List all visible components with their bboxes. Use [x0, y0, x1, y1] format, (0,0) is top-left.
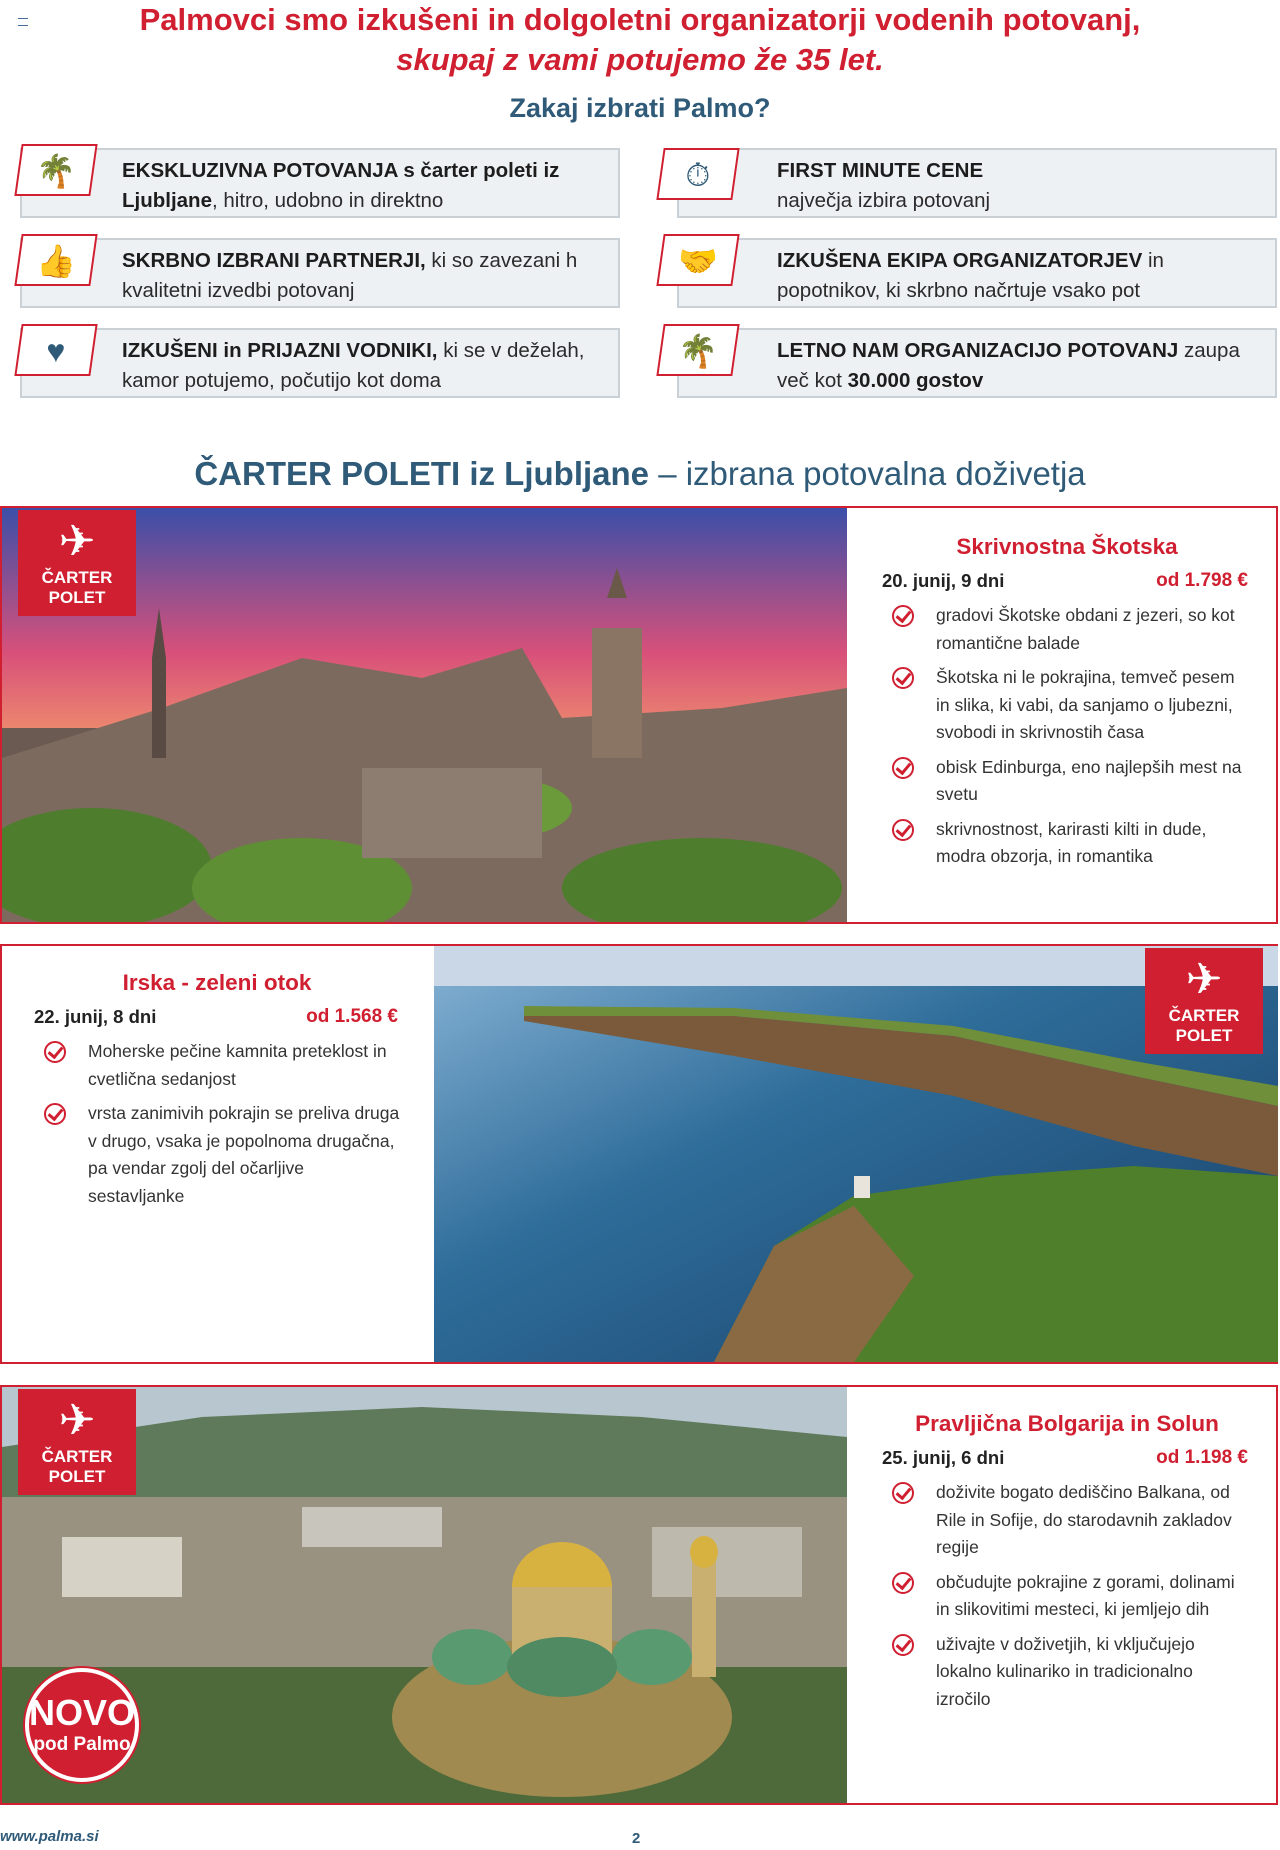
stopwatch-icon: ⏱ [685, 157, 711, 193]
feature-icon-frame [14, 324, 97, 376]
feature-exclusive-trips [20, 148, 620, 218]
feature-bold: IZKUŠENA EKIPA ORGANIZATORJEV [777, 249, 1143, 272]
feature-guides [20, 328, 620, 398]
feature-bold: FIRST MINUTE CENE [777, 159, 984, 182]
check-icon [44, 1041, 66, 1063]
tour-bullets [882, 1479, 1252, 1720]
feature-bold: EKSKLUZIVNA POTOVANJA s čarter poleti iz Ljubljane [122, 159, 560, 212]
feature-text: ki se v deželah, kamor potujemo, počutijo kot doma [122, 339, 585, 392]
list-item: doživite bogato dediščino Balkana, od Rile in Sofije, do starodavnih zakladov regije [882, 1479, 1252, 1562]
why-title: Zakaj izbrati Palmo? [509, 93, 771, 123]
feature-icon-frame [656, 148, 739, 200]
plane-icon: ✈ [58, 517, 96, 566]
feature-partners [20, 238, 620, 308]
feature-bold: SKRBNO IZBRANI PARTNERJI, [122, 249, 426, 272]
tour-bullets [34, 1038, 404, 1217]
feature-bold: LETNO NAM ORGANIZACIJO POTOVANJ [777, 339, 1179, 362]
headline-line1: Palmovci smo izkušeni in dolgoletni organizatorji vodenih potovanj, [139, 2, 1141, 37]
feature-text: , hitro, udobno in direktno [211, 189, 444, 212]
feature-icon-frame [14, 144, 97, 196]
footer-url[interactable]: www.palma.si [0, 1828, 99, 1845]
tour-card-bulgaria[interactable] [0, 1385, 1278, 1805]
plane-icon: ✈ [58, 1396, 96, 1445]
check-icon [892, 1634, 914, 1656]
tour-bullets [882, 602, 1252, 878]
check-icon [44, 1103, 66, 1125]
feature-bold: IZKUŠENI in PRIJAZNI VODNIKI, [122, 339, 438, 362]
plane-icon: ✈ [1185, 955, 1223, 1004]
headline-line2: skupaj z vami potujemo že 35 let. [396, 42, 884, 77]
charter-badge [18, 510, 136, 616]
novo-line1: NOVO [29, 1692, 136, 1733]
badge-line1: ČARTER [1168, 1006, 1240, 1025]
check-icon [892, 757, 914, 779]
palm-tree-icon: 🌴 [35, 153, 76, 189]
handshake-icon: 🤝 [677, 243, 718, 279]
tour-price: od 1.798 € [1156, 570, 1248, 591]
charter-badge [18, 1389, 136, 1495]
badge-line1: ČARTER [41, 1447, 113, 1466]
tour-price: od 1.568 € [306, 1006, 398, 1027]
list-item: gradovi Škotske obdani z jezeri, so kot romantične balade [882, 602, 1252, 657]
charter-badge [1145, 948, 1263, 1054]
section-title-rest: – izbrana potovalna doživetja [649, 455, 1086, 492]
feature-text: največja izbira potovanj [777, 189, 991, 212]
list-item: Moherske pečine kamnita preteklost in cvetlična sedanjost [34, 1038, 404, 1093]
tour-card-scotland[interactable] [0, 506, 1278, 924]
tour-card-ireland[interactable] [0, 944, 1278, 1364]
check-icon [892, 819, 914, 841]
feature-icon-frame [14, 234, 97, 286]
check-icon [892, 1482, 914, 1504]
check-icon [892, 605, 914, 627]
feature-first-minute [677, 148, 1277, 218]
badge-line2: POLET [1175, 1026, 1233, 1045]
section-title-bold: ČARTER POLETI iz Ljubljane [194, 455, 650, 492]
feature-icon-frame [656, 234, 739, 286]
tour-date: 25. junij, 6 dni [882, 1447, 1005, 1468]
tour-date: 20. junij, 9 dni [882, 570, 1005, 591]
heart-icon: ♥ [46, 333, 66, 369]
feature-icon-frame [656, 324, 739, 376]
feature-text: ki so zavezani h kvalitetni izvedbi potovanj [122, 249, 578, 302]
feature-guests [677, 328, 1277, 398]
tour-price: od 1.198 € [1156, 1447, 1248, 1468]
section-title [0, 452, 1280, 496]
list-item: obisk Edinburga, eno najlepših mest na svetu [882, 754, 1252, 809]
check-icon [892, 667, 914, 689]
list-item: Škotska ni le pokrajina, temveč pesem in slika, ki vabi, da sanjamo o ljubezni, svobodi in skrivnostih časa [882, 664, 1252, 747]
feature-text: zaupa več kot [777, 339, 1240, 392]
feature-team [677, 238, 1277, 308]
badge-line2: POLET [48, 1467, 106, 1486]
feature-text: in popotnikov, ki skrbno načrtuje vsako pot [777, 249, 1164, 302]
check-icon [892, 1572, 914, 1594]
feature-bold: 30.000 gostov [847, 369, 984, 392]
tour-title: Pravljična Bolgarija in Solun [915, 1411, 1219, 1436]
badge-line2: POLET [48, 588, 106, 607]
badge-line1: ČARTER [41, 568, 113, 587]
thumbs-up-icon: 👍 [35, 243, 76, 279]
list-item: skrivnostnost, karirasti kilti in dude, modra obzorja, in romantika [882, 816, 1252, 871]
novo-line2: pod Palmo [33, 1734, 131, 1755]
new-under-palma-badge [25, 1668, 139, 1782]
list-item: občudujte pokrajine z gorami, dolinami in slikovitimi mesteci, ki jemljejo dih [882, 1569, 1252, 1624]
list-item: vrsta zanimivih pokrajin se preliva druga v drugo, vsaka je popolnoma drugačna, pa vendar zgolj del očarljive sestavljanke [34, 1100, 404, 1210]
tour-title: Irska - zeleni otok [122, 970, 312, 995]
tour-date: 22. junij, 8 dni [34, 1006, 157, 1027]
page-number: 2 [632, 1830, 641, 1847]
tour-title: Skrivnostna Škotska [956, 534, 1178, 559]
palm-tree-icon: 🌴 [677, 333, 718, 369]
list-item: uživajte v doživetjih, ki vključujejo lokalno kulinariko in tradicionalno izročilo [882, 1631, 1252, 1714]
